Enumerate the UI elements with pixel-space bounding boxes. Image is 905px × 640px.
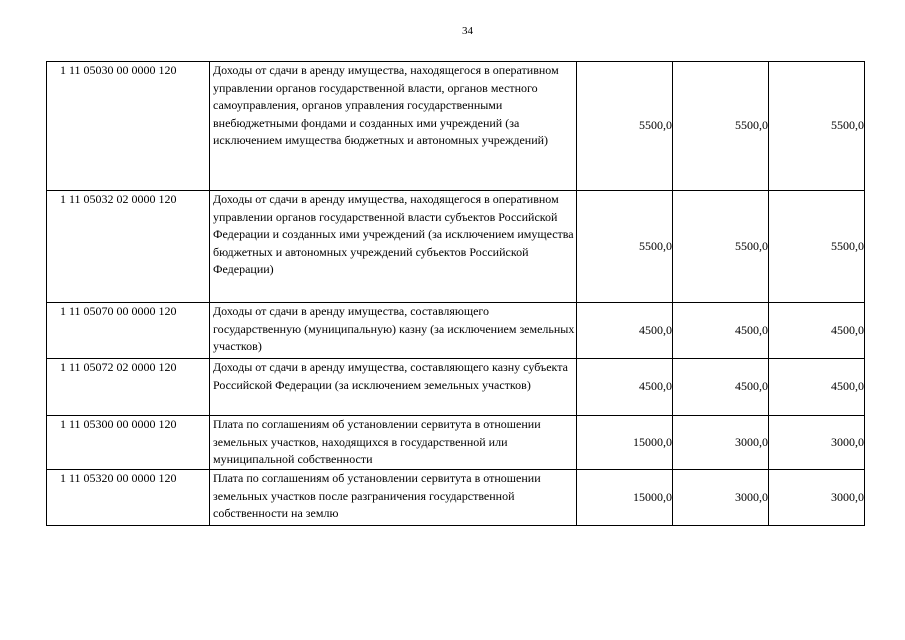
value-year-2: 4500,0 bbox=[673, 359, 769, 416]
value-year-2: 3000,0 bbox=[673, 470, 769, 526]
value-year-2: 3000,0 bbox=[673, 416, 769, 470]
value-year-2: 5500,0 bbox=[673, 191, 769, 303]
value-year-3: 5500,0 bbox=[769, 191, 865, 303]
table-row bbox=[47, 416, 865, 470]
value-year-3: 3000,0 bbox=[769, 416, 865, 470]
value-year-1: 5500,0 bbox=[577, 62, 673, 191]
value-year-1: 4500,0 bbox=[577, 303, 673, 359]
revenue-description: Доходы от сдачи в аренду имущества, находящегося в оперативном управлении органов государственной власти субъектов Российской Федерации и созданных ими учреждений (за исключением имущества бюджетных и автономных учреждений субъектов Российской Федерации) bbox=[210, 191, 577, 303]
value-year-3: 3000,0 bbox=[769, 470, 865, 526]
revenue-description: Доходы от сдачи в аренду имущества, составляющего казну субъекта Российской Федерации (за исключением земельных участков) bbox=[210, 359, 577, 416]
value-year-1: 15000,0 bbox=[577, 470, 673, 526]
classification-code: 1 11 05072 02 0000 120 bbox=[47, 359, 210, 416]
classification-code: 1 11 05030 00 0000 120 bbox=[47, 62, 210, 191]
revenue-table bbox=[46, 61, 865, 526]
value-year-1: 15000,0 bbox=[577, 416, 673, 470]
value-year-3: 4500,0 bbox=[769, 303, 865, 359]
page-number: 34 bbox=[462, 25, 473, 37]
revenue-description: Доходы от сдачи в аренду имущества, составляющего государственную (муниципальную) казну (за исключением земельных участков) bbox=[210, 303, 577, 359]
classification-code: 1 11 05070 00 0000 120 bbox=[47, 303, 210, 359]
table-row bbox=[47, 303, 865, 359]
value-year-1: 4500,0 bbox=[577, 359, 673, 416]
table-row bbox=[47, 359, 865, 416]
classification-code: 1 11 05032 02 0000 120 bbox=[47, 191, 210, 303]
value-year-2: 4500,0 bbox=[673, 303, 769, 359]
value-year-2: 5500,0 bbox=[673, 62, 769, 191]
revenue-description: Плата по соглашениям об установлении сервитута в отношении земельных участков после разграничения государственной собственности на землю bbox=[210, 470, 577, 526]
table-row bbox=[47, 62, 865, 191]
revenue-description: Доходы от сдачи в аренду имущества, находящегося в оперативном управлении органов государственной власти, органов местного самоуправления, органов управления государственными внебюджетными фондами и созданных ими учреждений (за исключением имущества бюджетных и автономных учреждений) bbox=[210, 62, 577, 191]
value-year-3: 5500,0 bbox=[769, 62, 865, 191]
table-row bbox=[47, 470, 865, 526]
value-year-1: 5500,0 bbox=[577, 191, 673, 303]
classification-code: 1 11 05300 00 0000 120 bbox=[47, 416, 210, 470]
classification-code: 1 11 05320 00 0000 120 bbox=[47, 470, 210, 526]
revenue-description: Плата по соглашениям об установлении сервитута в отношении земельных участков, находящихся в государственной или муниципальной собственности bbox=[210, 416, 577, 470]
value-year-3: 4500,0 bbox=[769, 359, 865, 416]
table-row bbox=[47, 191, 865, 303]
